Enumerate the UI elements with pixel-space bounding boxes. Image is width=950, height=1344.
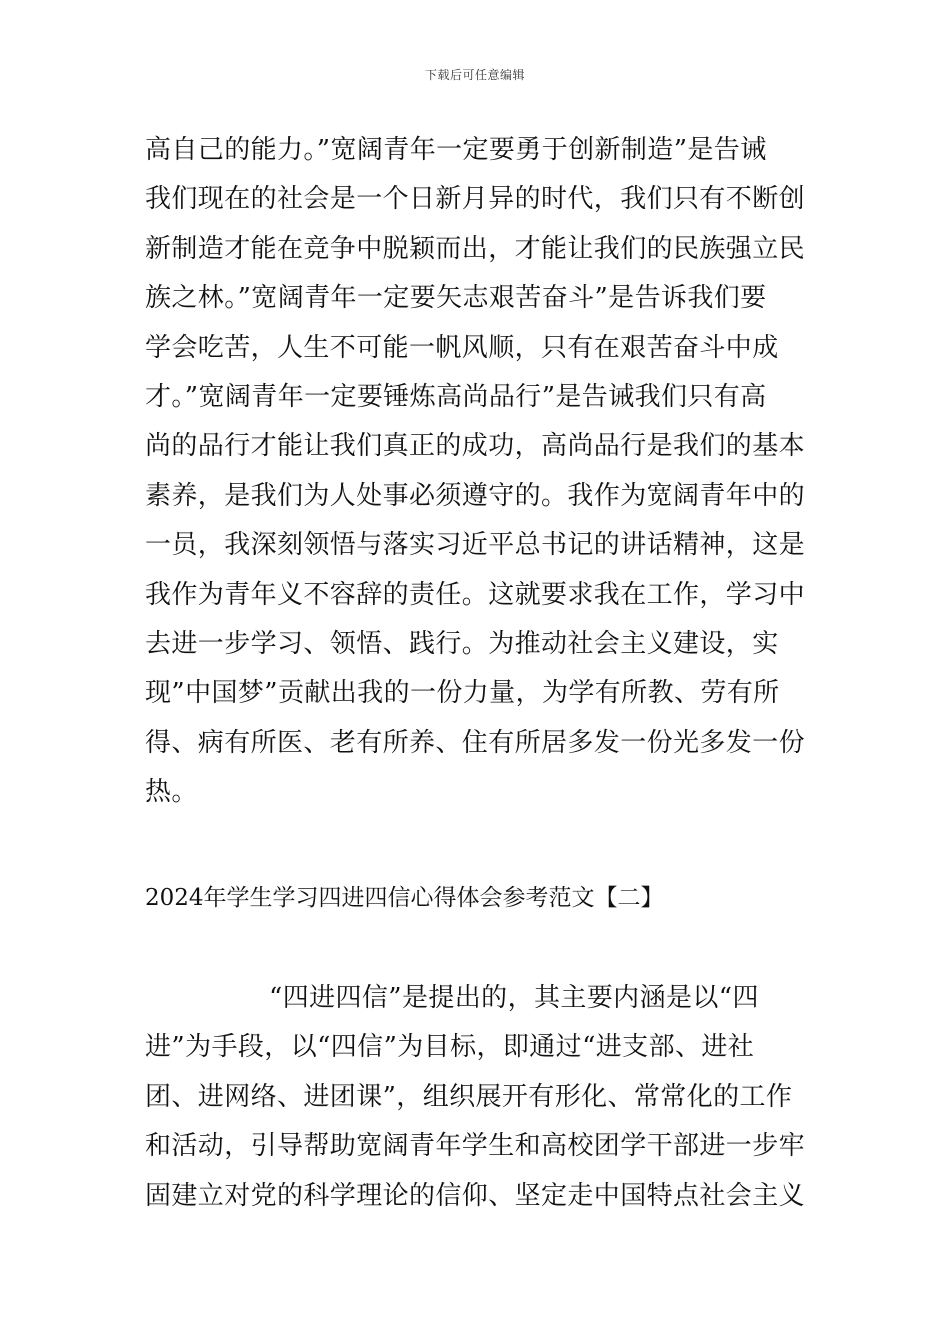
paragraph-two bbox=[145, 974, 807, 1221]
text-line: 我作为青年义不容辞的责任。这就要求我在工作，学习中 bbox=[145, 579, 806, 610]
text-line: 得、病有所医、老有所养、住有所居多发一份光多发一份 bbox=[145, 727, 806, 758]
text-line: 进”为手段，以“四信”为目标，即通过“进支部、进社 bbox=[145, 1032, 755, 1063]
text-line: 热。 bbox=[145, 777, 198, 808]
text-line: 素养，是我们为人处事必须遵守的。我作为宽阔青年中的 bbox=[145, 480, 806, 511]
text-line: 学会吃苦，人生不可能一帆风顺，只有在艰苦奋斗中成 bbox=[145, 332, 779, 363]
text-line: 尚的品行才能让我们真正的成功，高尚品行是我们的基本 bbox=[145, 431, 806, 462]
text-line: 我们现在的社会是一个日新月异的时代，我们只有不断创 bbox=[145, 184, 806, 215]
text-line: 一员，我深刻领悟与落实习近平总书记的讲话精神，这是 bbox=[145, 530, 806, 561]
text-line: 才。”宽阔青年一定要锤炼高尚品行”是告诫我们只有高 bbox=[145, 381, 767, 412]
paragraph-continued bbox=[145, 126, 807, 817]
page-header: 下载后可任意编辑 bbox=[424, 68, 525, 82]
text-line: 和活动，引导帮助宽阔青年学生和高校团学干部进一步牢 bbox=[145, 1131, 806, 1162]
text-line: 新制造才能在竞争中脱颖而出，才能让我们的民族强立民 bbox=[145, 233, 806, 264]
text-line: 团、进网络、进团课”，组织展开有形化、常常化的工作 bbox=[145, 1081, 793, 1112]
text-line: 去进一步学习、领悟、践行。为推动社会主义建设，实 bbox=[145, 628, 779, 659]
text-line: 固建立对党的科学理论的信仰、坚定走中国特点社会主义 bbox=[145, 1180, 806, 1211]
section-heading: 2024年学生学习四进四信心得体会参考范文【二】 bbox=[145, 885, 664, 911]
text-line: 现”中国梦”贡献出我的一份力量，为学有所教、劳有所 bbox=[145, 678, 780, 709]
text-line: 高自己的能力。”宽阔青年一定要勇于创新制造”是告诫 bbox=[145, 135, 767, 165]
text-line-indented: “四进四信”是提出的，其主要内涵是以“四 bbox=[269, 983, 759, 1013]
text-line: 族之林。”宽阔青年一定要矢志艰苦奋斗”是告诉我们要 bbox=[145, 283, 767, 314]
